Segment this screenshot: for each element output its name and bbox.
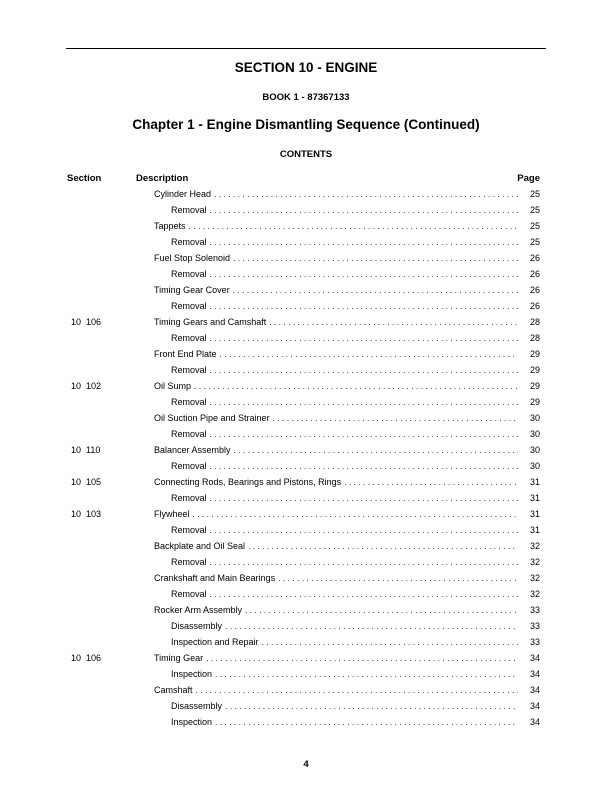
dot-leader: [220, 346, 518, 362]
toc-entry[interactable]: [154, 602, 540, 618]
toc-row: [0, 634, 612, 650]
dot-leader: [273, 410, 518, 426]
toc-row: [0, 250, 612, 266]
dot-leader: [344, 474, 518, 490]
toc-row: [0, 442, 612, 458]
dot-leader: [269, 314, 518, 330]
toc-subentry[interactable]: [171, 666, 540, 682]
toc-page-number: 30: [529, 445, 540, 455]
toc-description: Timing Gear: [154, 653, 204, 663]
toc-entry[interactable]: [154, 346, 540, 362]
toc-entry[interactable]: [154, 682, 540, 698]
toc-page-number: 32: [529, 557, 540, 567]
toc-subentry[interactable]: [171, 426, 540, 442]
toc-description: Tappets: [154, 221, 186, 231]
toc-row: [0, 314, 612, 330]
dot-leader: [210, 202, 518, 218]
dot-leader: [278, 570, 518, 586]
toc-page-number: 26: [529, 285, 540, 295]
dot-leader: [233, 250, 518, 266]
table-of-contents: [0, 186, 612, 730]
toc-row: [0, 426, 612, 442]
section-title: SECTION 10 - ENGINE: [234, 60, 378, 75]
dot-leader: [189, 218, 518, 234]
toc-page-number: 31: [529, 525, 540, 535]
toc-row: [0, 458, 612, 474]
toc-description: Removal: [171, 429, 207, 439]
toc-page-number: 26: [529, 301, 540, 311]
toc-subentry[interactable]: [171, 634, 540, 650]
dot-leader: [210, 266, 518, 282]
dot-leader: [245, 602, 518, 618]
toc-description: Cylinder Head: [154, 189, 212, 199]
toc-section-code: 10 106: [71, 653, 102, 663]
toc-row: [0, 650, 612, 666]
dot-leader: [210, 426, 518, 442]
dot-leader: [210, 234, 518, 250]
toc-description: Disassembly: [171, 701, 223, 711]
toc-description: Inspection and Repair: [171, 637, 259, 647]
toc-row: [0, 218, 612, 234]
dot-leader: [210, 490, 518, 506]
toc-description: Removal: [171, 301, 207, 311]
column-header-page: Page: [517, 173, 540, 184]
toc-row: [0, 586, 612, 602]
column-header-description: Description: [136, 173, 189, 184]
toc-page-number: 31: [529, 477, 540, 487]
dot-leader: [234, 442, 518, 458]
toc-page-number: 33: [529, 637, 540, 647]
column-header-section: Section: [67, 173, 102, 184]
toc-subentry[interactable]: [171, 714, 540, 730]
toc-entry[interactable]: [154, 282, 540, 298]
toc-page-number: 25: [529, 237, 540, 247]
dot-leader: [210, 394, 518, 410]
toc-page-number: 29: [529, 365, 540, 375]
toc-page-number: 34: [529, 685, 540, 695]
toc-section-code: 10 105: [71, 477, 102, 487]
toc-row: [0, 570, 612, 586]
toc-page-number: 25: [529, 221, 540, 231]
dot-leader: [210, 554, 518, 570]
toc-page-number: 30: [529, 461, 540, 471]
toc-page-number: 34: [529, 669, 540, 679]
toc-description: Removal: [171, 205, 207, 215]
toc-subentry[interactable]: [171, 522, 540, 538]
toc-row: [0, 618, 612, 634]
toc-subentry[interactable]: [171, 362, 540, 378]
dot-leader: [210, 330, 518, 346]
dot-leader: [248, 538, 518, 554]
dot-leader: [196, 682, 518, 698]
toc-entry[interactable]: [154, 650, 540, 666]
toc-row: [0, 330, 612, 346]
toc-row: [0, 522, 612, 538]
dot-leader: [233, 282, 518, 298]
toc-description: Timing Gears and Camshaft: [154, 317, 267, 327]
toc-description: Removal: [171, 493, 207, 503]
toc-page-number: 32: [529, 541, 540, 551]
toc-row: [0, 474, 612, 490]
toc-section-code: 10 102: [71, 381, 102, 391]
toc-row: [0, 714, 612, 730]
toc-page-number: 34: [529, 717, 540, 727]
toc-subentry[interactable]: [171, 266, 540, 282]
toc-description: Connecting Rods, Bearings and Pistons, Rings: [154, 477, 342, 487]
toc-description: Removal: [171, 525, 207, 535]
toc-subentry[interactable]: [171, 586, 540, 602]
toc-description: Oil Sump: [154, 381, 192, 391]
toc-page-number: 31: [529, 509, 540, 519]
dot-leader: [210, 298, 518, 314]
toc-row: [0, 394, 612, 410]
toc-entry[interactable]: [154, 218, 540, 234]
toc-subentry[interactable]: [171, 330, 540, 346]
toc-subentry[interactable]: [171, 234, 540, 250]
toc-row: [0, 682, 612, 698]
toc-page-number: 26: [529, 269, 540, 279]
toc-page-number: 29: [529, 381, 540, 391]
toc-description: Balancer Assembly: [154, 445, 231, 455]
toc-entry[interactable]: [154, 538, 540, 554]
toc-subentry[interactable]: [171, 202, 540, 218]
toc-description: Removal: [171, 589, 207, 599]
toc-subentry[interactable]: [171, 298, 540, 314]
toc-description: Timing Gear Cover: [154, 285, 230, 295]
toc-page-number: 32: [529, 589, 540, 599]
dot-leader: [194, 378, 518, 394]
toc-entry[interactable]: [154, 186, 540, 202]
toc-entry[interactable]: [154, 474, 540, 490]
toc-row: [0, 666, 612, 682]
toc-page-number: 25: [529, 205, 540, 215]
toc-page-number: 33: [529, 621, 540, 631]
toc-subentry[interactable]: [171, 554, 540, 570]
toc-entry[interactable]: [154, 570, 540, 586]
toc-description: Removal: [171, 269, 207, 279]
toc-row: [0, 410, 612, 426]
dot-leader: [215, 714, 518, 730]
toc-subentry[interactable]: [171, 394, 540, 410]
dot-leader: [210, 458, 518, 474]
toc-subentry[interactable]: [171, 458, 540, 474]
toc-description: Camshaft: [154, 685, 193, 695]
toc-row: [0, 378, 612, 394]
toc-entry[interactable]: [154, 314, 540, 330]
toc-description: Disassembly: [171, 621, 223, 631]
toc-description: Flywheel: [154, 509, 190, 519]
toc-row: [0, 490, 612, 506]
toc-row: [0, 298, 612, 314]
toc-page-number: 34: [529, 653, 540, 663]
toc-row: [0, 266, 612, 282]
toc-description: Removal: [171, 365, 207, 375]
toc-description: Inspection: [171, 669, 213, 679]
dot-leader: [262, 634, 518, 650]
toc-page-number: 30: [529, 429, 540, 439]
dot-leader: [206, 650, 518, 666]
toc-row: [0, 362, 612, 378]
toc-row: [0, 186, 612, 202]
toc-page-number: 31: [529, 493, 540, 503]
toc-page-number: 29: [529, 349, 540, 359]
toc-description: Backplate and Oil Seal: [154, 541, 246, 551]
dot-leader: [214, 186, 518, 202]
toc-row: [0, 234, 612, 250]
toc-subentry[interactable]: [171, 698, 540, 714]
dot-leader: [210, 362, 518, 378]
toc-row: [0, 538, 612, 554]
toc-page-number: 28: [529, 333, 540, 343]
toc-page-number: 29: [529, 397, 540, 407]
toc-row: [0, 506, 612, 522]
top-rule: [66, 48, 546, 49]
dot-leader: [215, 666, 518, 682]
toc-row: [0, 282, 612, 298]
toc-description: Removal: [171, 461, 207, 471]
toc-section-code: 10 103: [71, 509, 102, 519]
toc-page-number: 28: [529, 317, 540, 327]
toc-page-number: 34: [529, 701, 540, 711]
toc-description: Removal: [171, 237, 207, 247]
toc-page-number: 26: [529, 253, 540, 263]
toc-description: Fuel Stop Solenoid: [154, 253, 231, 263]
toc-row: [0, 698, 612, 714]
toc-entry[interactable]: [154, 442, 540, 458]
toc-description: Removal: [171, 333, 207, 343]
toc-description: Rocker Arm Assembly: [154, 605, 243, 615]
toc-description: Front End Plate: [154, 349, 217, 359]
chapter-title: Chapter 1 - Engine Dismantling Sequence (Continued): [132, 117, 480, 132]
dot-leader: [225, 698, 518, 714]
toc-description: Removal: [171, 557, 207, 567]
toc-subentry[interactable]: [171, 618, 540, 634]
toc-entry[interactable]: [154, 506, 540, 522]
toc-section-code: 10 110: [71, 445, 101, 455]
toc-description: Inspection: [171, 717, 213, 727]
toc-description: Removal: [171, 397, 207, 407]
toc-page-number: 30: [529, 413, 540, 423]
toc-row: [0, 346, 612, 362]
dot-leader: [210, 586, 518, 602]
dot-leader: [225, 618, 518, 634]
toc-description: Oil Suction Pipe and Strainer: [154, 413, 270, 423]
toc-entry[interactable]: [154, 378, 540, 394]
toc-entry[interactable]: [154, 410, 540, 426]
toc-page-number: 33: [529, 605, 540, 615]
toc-row: [0, 602, 612, 618]
toc-page-number: 25: [529, 189, 540, 199]
toc-subentry[interactable]: [171, 490, 540, 506]
toc-page-number: 32: [529, 573, 540, 583]
page-number: 4: [303, 759, 309, 770]
toc-row: [0, 202, 612, 218]
contents-heading: CONTENTS: [279, 149, 333, 160]
dot-leader: [210, 522, 518, 538]
toc-description: Crankshaft and Main Bearings: [154, 573, 276, 583]
toc-row: [0, 554, 612, 570]
book-number: BOOK 1 - 87367133: [262, 92, 350, 103]
dot-leader: [193, 506, 518, 522]
toc-entry[interactable]: [154, 250, 540, 266]
toc-section-code: 10 106: [71, 317, 102, 327]
